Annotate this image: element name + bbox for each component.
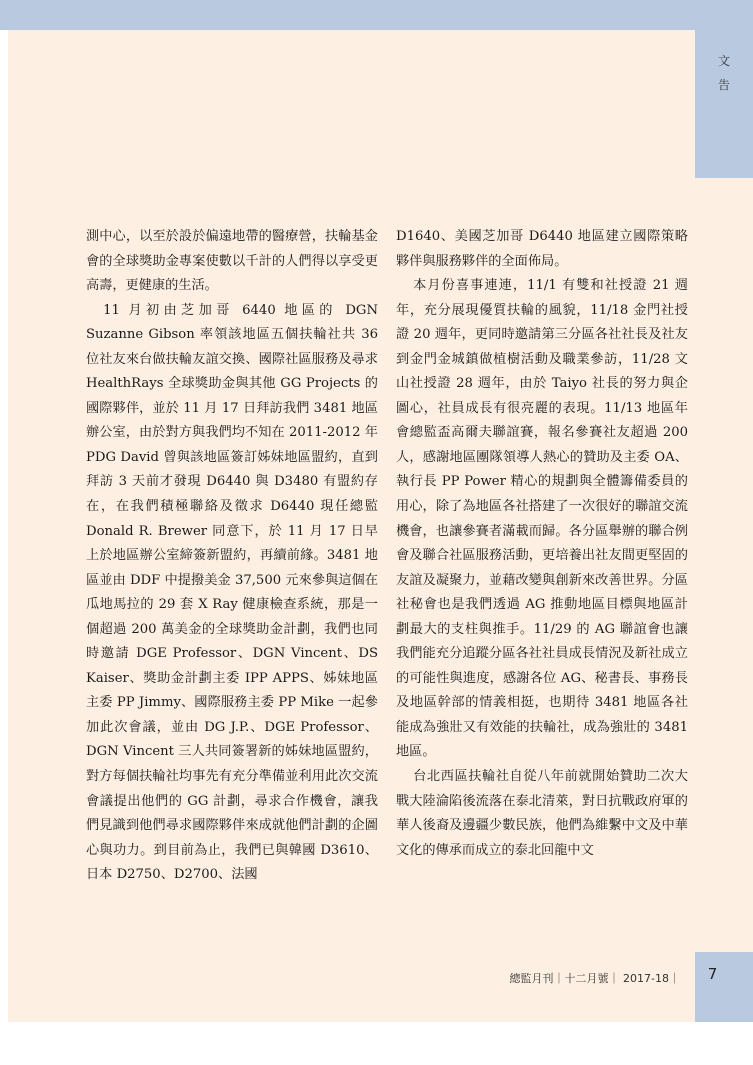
right-paragraph-1: D1640、美國芝加哥 D6440 地區建立國際策略夥伴與服務夥伴的全面佈局。 <box>396 229 688 269</box>
left-paragraph-2: 11 月初由芝加哥 6440 地區的 DGN Suzanne Gibson 率領該地區五個扶輪社共 36 位社友來台做扶輪友誼交換、國際社區服務及尋求 HealthRays 全球獎助金與其他 GG Projects 的國際夥伴，並於 11 月 17 日拜訪我們 3481 地區辦公室，由於對方與我們均不知在 2011-2012 年 PDG David 曾與該地區簽訂姊妹地區盟約，直到拜訪 3 天前才發現 D6440 與 D3480 有盟約存在，在我們積極聯絡及徵求 D6440 現任總監 Donald R. Brewer 同意下，於 11 月 17 日早上於地區辦公室締簽新盟約，再續前緣。3481 地區並由 DDF 中提撥美金 37,500 元來參與這個在瓜地馬拉的 29 套 X Ray 健康檢查系統，那是一個超過 200 萬美金的全球獎助金計劃，我們也同時邀請 DGE Professor、DGN Vincent、DS Kaiser、獎助金計劃主委 IPP APPS、姊妹地區主委 PP Jimmy、國際服務主委 PP Mike 一起參加此次會議，並由 DG J.P.、DGE Professor、DGN Vincent 三人共同簽署新的姊妹地區盟約，對方每個扶輪社均事先有充分準備並利用此次交流會議提出他們的 GG 計劃，尋求合作機會，讓我們見識到他們尋求國際夥伴來成就他們計劃的企圖心與功力。到目前為止，我們已與韓國 D3610、日本 D2750、D2700、法國 <box>86 302 378 883</box>
page-number-box <box>695 952 753 1022</box>
footer-paper <box>8 952 695 1022</box>
right-paragraph-3: 台北西區扶輪社自從八年前就開始贊助二次大戰大陸淪陷後流落在泰北清萊，對日抗戰政府軍的華人後裔及邊疆少數民族，他們為維繫中文及中華文化的傳承而成立的泰北回龍中文 <box>396 769 688 858</box>
right-text-column <box>396 225 688 863</box>
section-tab <box>695 30 753 178</box>
section-tab-char-1: 文 <box>717 54 730 68</box>
footer-band <box>0 952 753 1022</box>
top-color-band <box>0 0 753 30</box>
left-paragraph-1: 測中心，以至於設於偏遠地帶的醫療營，扶輪基金會的全球獎助金專案使數以千計的人們得以享受更高壽，更健康的生活。 <box>86 229 378 294</box>
side-paper-strip <box>695 178 753 952</box>
section-tab-char-2: 告 <box>717 78 730 92</box>
page-number: 7 <box>707 965 718 983</box>
left-text-column <box>86 225 378 888</box>
right-paragraph-2: 本月份喜事連連，11/1 有雙和社授證 21 週年，充分展現優質扶輪的風貌，11/18 金門社授證 20 週年，更同時邀請第三分區各社社長及社友到金門金城鎮做植樹活動及職業參訪，11/28 文山社授證 28 週年，由於 Taiyo 社長的努力與企圖心，社員成長有很亮麗的表現。11/13 地區年會總監盃高爾夫聯誼賽，報名參賽社友超過 200 人，感謝地區團隊領導人熱心的贊助及主委 OA、執行長 PP Power 精心的規劃與全體籌備委員的用心，除了為地區各社搭建了一次很好的聯誼交流機會，也讓參賽者滿載而歸。各分區舉辦的聯合例會及聯合社區服務活動，更培養出社友間更堅固的友誼及凝聚力，並藉改變與創新來改善世界。分區社秘會也是我們透過 AG 推動地區目標與地區計劃最大的支柱與推手。11/29 的 AG 聯誼會也讓我們能充分追蹤分區各社社員成長情況及新社成立的可能性與進度，感謝各位 AG、秘書長、事務長及地區幹部的情義相挺，也期待 3481 地區各社能成為強壯又有效能的扶輪社，成為強壯的 3481 地區。 <box>396 278 688 760</box>
publication-footer: 總監月刊｜十二月號｜ 2017-18｜ <box>509 972 680 985</box>
